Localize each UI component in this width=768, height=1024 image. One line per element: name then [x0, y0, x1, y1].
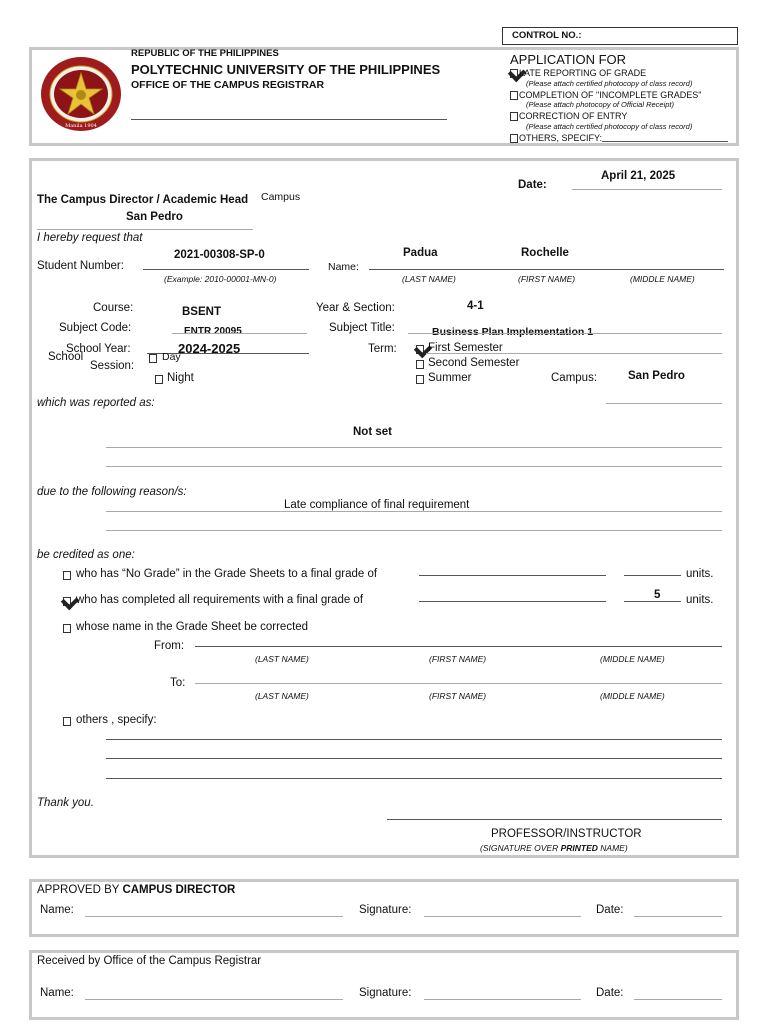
checkbox-second-semester[interactable] — [416, 360, 424, 369]
reason-line-1[interactable] — [106, 511, 722, 512]
session-night: Night — [167, 372, 194, 384]
approved-name-label: Name: — [40, 904, 74, 916]
checkbox-no-grade[interactable] — [63, 571, 71, 580]
received-name-line[interactable] — [85, 999, 343, 1000]
subject-code-label: Subject Code: — [59, 322, 132, 334]
subject-code-line[interactable] — [172, 333, 307, 334]
others-specify-line[interactable] — [602, 141, 728, 142]
office-name: OFFICE OF THE CAMPUS REGISTRAR — [131, 79, 325, 91]
session-day: Day — [162, 351, 181, 363]
to-last-name-caption: (LAST NAME) — [255, 691, 309, 701]
campus-name: San Pedro — [126, 211, 183, 223]
others-line-3[interactable] — [106, 778, 722, 779]
received-signature-line[interactable] — [424, 999, 581, 1000]
term-second-semester: Second Semester — [428, 357, 520, 369]
received-signature-label: Signature: — [359, 987, 412, 999]
addressee: The Campus Director / Academic Head — [37, 194, 249, 206]
no-grade-units-line[interactable] — [624, 575, 681, 576]
course-value: BSENT — [182, 306, 221, 318]
checkbox-summer[interactable] — [416, 375, 424, 384]
student-number-value: 2021-00308-SP-0 — [174, 249, 265, 261]
to-name-line[interactable] — [195, 683, 722, 684]
sig-over: (SIGNATURE OVER — [480, 843, 561, 853]
completed-grade-line[interactable] — [419, 601, 606, 602]
session-label-session: Session: — [90, 360, 135, 372]
approved-name-line[interactable] — [85, 916, 343, 917]
received-date-label: Date: — [596, 987, 624, 999]
approved-date-line[interactable] — [634, 916, 722, 917]
student-number-line[interactable] — [143, 269, 309, 270]
name-line[interactable] — [369, 269, 724, 270]
checkbox-correction[interactable] — [510, 112, 518, 121]
university-name: POLYTECHNIC UNIVERSITY OF THE PHILIPPINES — [131, 62, 441, 77]
checkbox-others-specify[interactable] — [63, 717, 71, 726]
approved-director: CAMPUS DIRECTOR — [122, 884, 236, 896]
date-label: Date: — [518, 179, 547, 191]
option-correction: CORRECTION OF ENTRY — [519, 111, 628, 121]
checkbox-late-reporting[interactable] — [510, 69, 518, 78]
completed-units-value: 5 — [654, 589, 661, 601]
reported-as-line-2[interactable] — [106, 466, 722, 467]
date-value: April 21, 2025 — [601, 170, 676, 182]
middle-name-caption: (MIDDLE NAME) — [630, 274, 695, 284]
last-name-caption: (LAST NAME) — [402, 274, 456, 284]
school-year-label: School Year: — [66, 343, 131, 355]
note-late-reporting: (Please attach certified photocopy of class record) — [526, 79, 693, 88]
reason-line-2[interactable] — [106, 530, 722, 531]
others-specify-label: others , specify: — [76, 714, 157, 726]
subject-code-value: ENTR 20095 — [184, 326, 242, 337]
term-summer: Summer — [428, 372, 472, 384]
option-no-grade: who has “No Grade” in the Grade Sheets to a final grade of — [76, 568, 378, 580]
professor-signature-line[interactable] — [387, 819, 722, 820]
checkbox-completion[interactable] — [510, 91, 518, 100]
checkbox-night[interactable] — [155, 375, 163, 384]
option-late-reporting: LATE REPORTING OF GRADE — [519, 68, 647, 78]
name-label: Name: — [328, 261, 359, 273]
date-line[interactable] — [572, 189, 722, 190]
campus-label: Campus: — [551, 372, 598, 384]
note-correction: (Please attach certified photocopy of class record) — [526, 122, 693, 131]
to-middle-name-caption: (MIDDLE NAME) — [600, 691, 665, 701]
first-name-caption: (FIRST NAME) — [518, 274, 576, 284]
signature-caption — [480, 843, 628, 853]
course-label: Course: — [93, 302, 134, 314]
subject-title-value: Business Plan Implementation 1 — [432, 326, 594, 338]
checkbox-corrected[interactable] — [63, 624, 71, 633]
no-grade-units-label: units. — [686, 568, 714, 580]
request-text: I hereby request that — [37, 232, 143, 244]
sig-printed: PRINTED — [560, 843, 598, 853]
from-label: From: — [154, 640, 185, 652]
reason-label: due to the following reason/s: — [37, 486, 187, 498]
control-number-label: CONTROL NO.: — [512, 30, 582, 41]
checkbox-others[interactable] — [510, 134, 518, 143]
completed-units-line[interactable] — [624, 601, 681, 602]
reported-as-label: which was reported as: — [37, 397, 155, 409]
svg-text:Manila 1904: Manila 1904 — [65, 123, 97, 129]
subject-title-line[interactable] — [408, 333, 722, 334]
approved-signature-label: Signature: — [359, 904, 412, 916]
completed-units-label: units. — [686, 594, 714, 606]
from-middle-name-caption: (MIDDLE NAME) — [600, 654, 665, 664]
reported-as-value: Not set — [353, 426, 392, 438]
approved-label — [37, 884, 235, 896]
received-name-label: Name: — [40, 987, 74, 999]
university-seal-icon — [38, 54, 124, 134]
campus-word: Campus — [261, 191, 301, 203]
subject-title-label: Subject Title: — [329, 322, 395, 334]
term-label: Term: — [368, 343, 397, 355]
term-first-semester: First Semester — [428, 342, 503, 354]
checkbox-first-semester[interactable] — [416, 345, 424, 354]
no-grade-line[interactable] — [419, 575, 606, 576]
reason-value: Late compliance of final requirement — [284, 499, 470, 511]
session-label-school: School — [48, 351, 84, 363]
year-section-value: 4-1 — [467, 300, 484, 312]
approved-date-label: Date: — [596, 904, 624, 916]
from-last-name-caption: (LAST NAME) — [255, 654, 309, 664]
last-name-value: Padua — [403, 247, 438, 259]
checkbox-day[interactable] — [149, 354, 157, 363]
thank-you: Thank you. — [37, 797, 94, 809]
campus-line[interactable] — [606, 403, 722, 404]
sig-name: NAME) — [597, 843, 628, 853]
control-number-box[interactable] — [502, 27, 738, 45]
approved-signature-line[interactable] — [424, 916, 581, 917]
professor-label: PROFESSOR/INSTRUCTOR — [491, 828, 642, 840]
others-line-2[interactable] — [106, 758, 722, 759]
campus-value: San Pedro — [628, 370, 685, 382]
option-completion: COMPLETION OF "INCOMPLETE GRADES" — [519, 90, 702, 100]
option-completed: who has completed all requirements with a final grade of — [76, 594, 364, 606]
student-number-label: Student Number: — [37, 260, 124, 272]
school-year-value: 2024-2025 — [178, 341, 241, 356]
first-name-value: Rochelle — [521, 247, 569, 259]
note-completion: (Please attach photocopy of Official Receipt) — [526, 100, 674, 109]
header-underline — [131, 119, 447, 120]
option-others: OTHERS, SPECIFY: — [519, 133, 603, 143]
term-line — [426, 353, 722, 354]
from-name-line[interactable] — [195, 646, 722, 647]
checkbox-completed[interactable] — [63, 597, 71, 606]
approved-prefix: APPROVED BY — [37, 884, 123, 896]
application-title: APPLICATION FOR — [510, 52, 627, 67]
received-date-line[interactable] — [634, 999, 722, 1000]
from-first-name-caption: (FIRST NAME) — [429, 654, 487, 664]
student-number-example: (Example: 2010-00001-MN-0) — [164, 274, 277, 284]
republic-text: REPUBLIC OF THE PHILIPPINES — [131, 48, 279, 59]
received-label: Received by Office of the Campus Registrar — [37, 955, 262, 967]
reported-as-line-1[interactable] — [106, 447, 722, 448]
to-label: To: — [170, 677, 186, 689]
credited-label: be credited as one: — [37, 549, 135, 561]
year-section-label: Year & Section: — [316, 302, 395, 314]
to-first-name-caption: (FIRST NAME) — [429, 691, 487, 701]
option-corrected: whose name in the Grade Sheet be corrected — [76, 621, 309, 633]
others-line-1[interactable] — [106, 739, 722, 740]
campus-name-line — [37, 229, 253, 230]
